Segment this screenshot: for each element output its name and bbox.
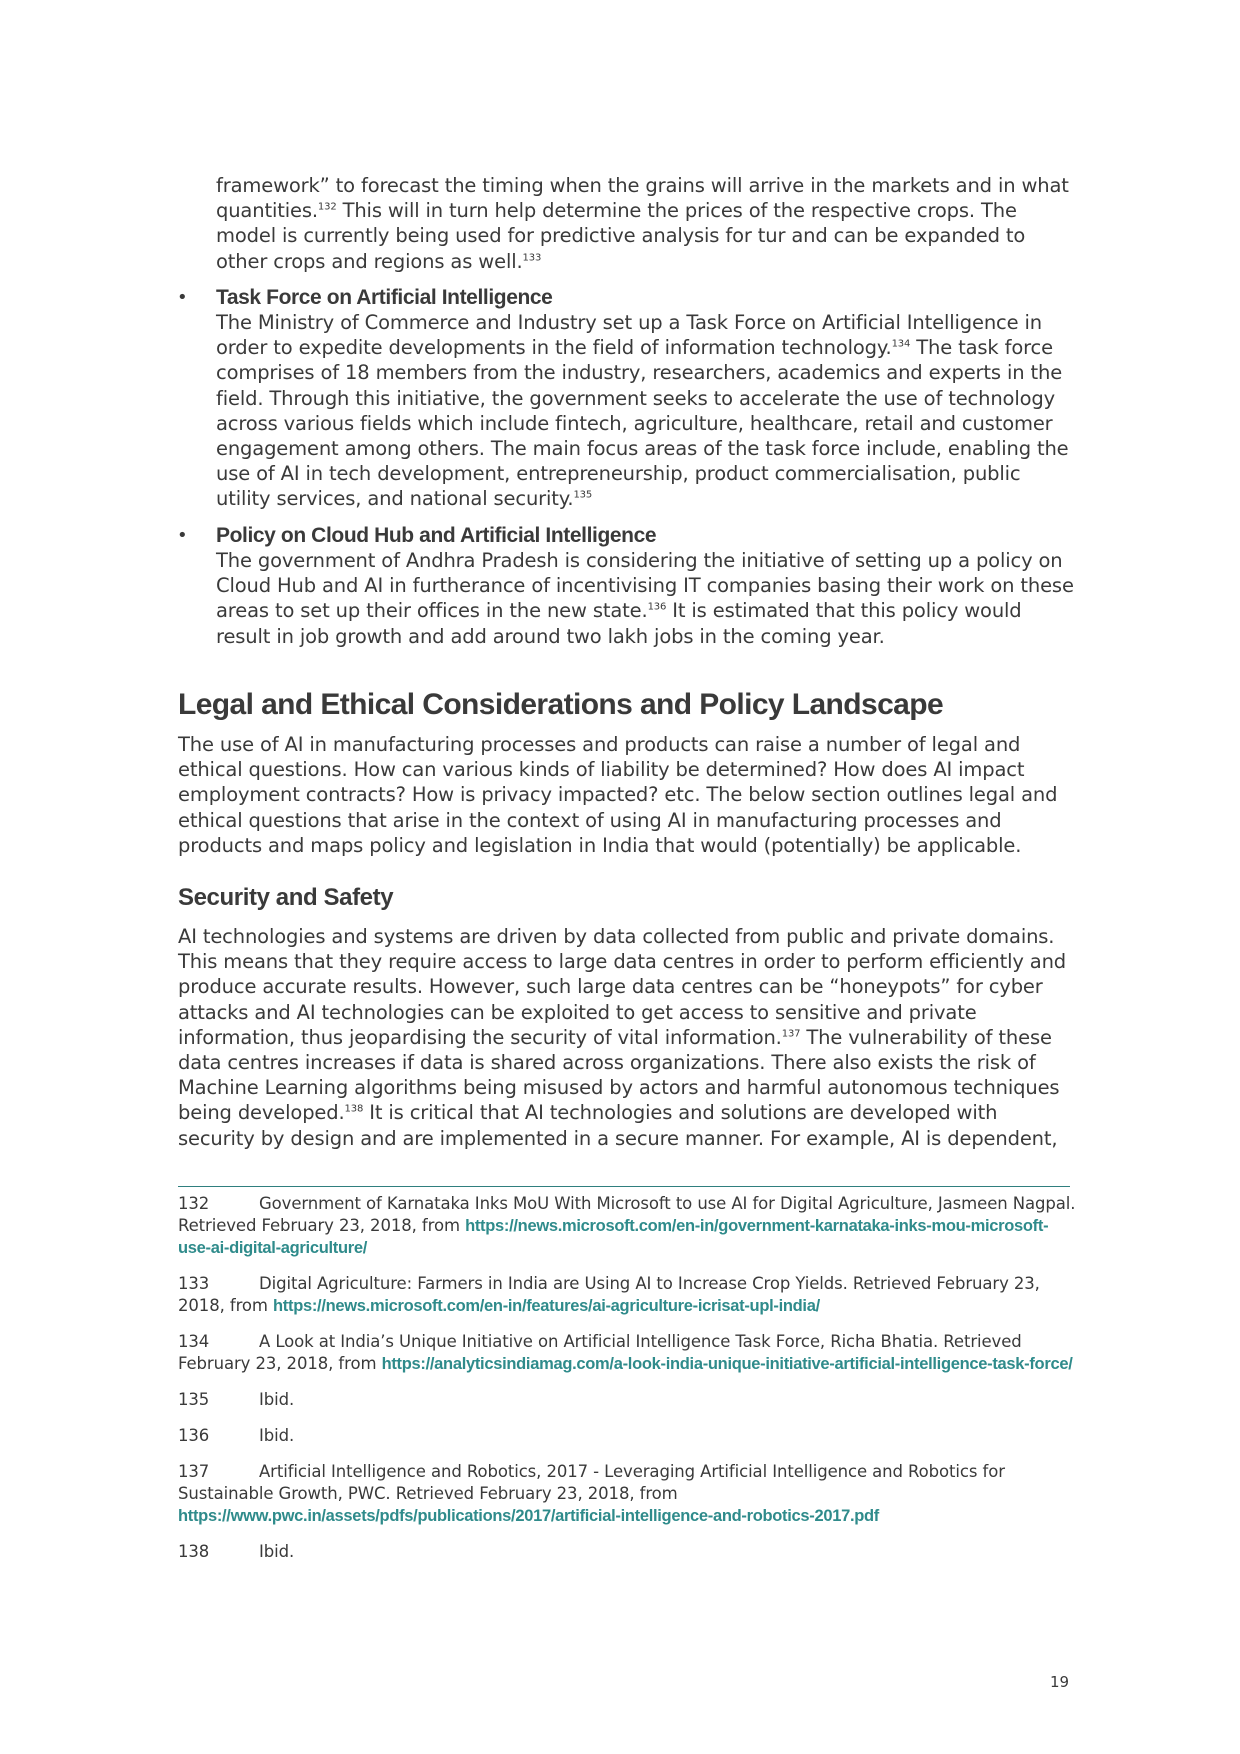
legal-intro-paragraph bbox=[178, 732, 1078, 858]
bullet-marker: • bbox=[177, 525, 188, 546]
footnote-number: 133 bbox=[178, 1274, 210, 1293]
footnote-number: 135 bbox=[178, 1390, 210, 1409]
legal-intro-text: The use of AI in manufacturing processes and products can raise a number of legal and ethical questions. How can various kinds of liability be determined? How does AI impact employment contracts? How is privacy impacted? etc. The below section outlines legal and ethical questions that arise in the context of using AI in manufacturing processes and products and maps policy and legislation in India that would (potentially) be applicable. bbox=[178, 733, 1058, 857]
footnote-ref-137[interactable]: 137 bbox=[781, 1028, 801, 1040]
security-paragraph bbox=[178, 924, 1078, 1151]
footnote-134 bbox=[178, 1331, 1078, 1375]
footnote-132 bbox=[178, 1193, 1078, 1259]
footnote-135 bbox=[178, 1389, 1078, 1411]
cloud-hub-text-1: The government of Andhra Pradesh is considering the initiative of setting up a policy on Cloud Hub and AI in furtherance of incentivising IT companies basing their work on these areas to set up their offices in the new state. bbox=[216, 549, 1074, 623]
bullet-marker: • bbox=[177, 287, 188, 308]
footnote-text: A Look at India’s Unique Initiative on Artificial Intelligence Task Force, Richa Bhatia. Retrieved February 23, 2018, from bbox=[178, 1332, 1022, 1373]
footnote-ref-138[interactable]: 138 bbox=[344, 1103, 364, 1115]
footnote-link[interactable]: https://news.microsoft.com/en-in/government-karnataka-inks-mou-microsoft-use-ai-digital-agriculture/ bbox=[178, 1217, 1049, 1257]
page-number: 19 bbox=[1050, 1673, 1070, 1691]
cloud-hub-text-2: It is estimated that this policy would result in job growth and add around two lakh jobs in the coming year. bbox=[216, 599, 1022, 648]
footnote-text: Digital Agriculture: Farmers in India are Using AI to Increase Crop Yields. Retrieved February 23, 2018, from bbox=[178, 1274, 1040, 1315]
footnote-ref-136[interactable]: 136 bbox=[647, 601, 667, 613]
footnote-136 bbox=[178, 1425, 1078, 1447]
security-text-1: AI technologies and systems are driven by data collected from public and private domains. This means that they require access to large data centres in order to perform efficiently and produce accurate results. However, such large data centres can be “honeypots” for cyber attacks and AI technologies can be exploited to get access to sensitive and private information, thus jeopardising the security of vital information. bbox=[178, 925, 1067, 1049]
footnote-link[interactable]: https://news.microsoft.com/en-in/features/ai-agriculture-icrisat-upl-india/ bbox=[273, 1297, 820, 1315]
footnote-number: 136 bbox=[178, 1426, 210, 1445]
task-force-text-1: The Ministry of Commerce and Industry set up a Task Force on Artificial Intelligence in order to expedite developments in the field of information technology. bbox=[216, 311, 1042, 360]
security-text-2: The vulnerability of these data centres increases if data is shared across organizations. There also exists the risk of Machine Learning algorithms being misused by actors and harmful autonomous techniques being developed. bbox=[178, 1025, 1060, 1125]
footnote-ref-133[interactable]: 133 bbox=[522, 252, 542, 264]
footnote-ref-134[interactable]: 134 bbox=[891, 338, 911, 350]
security-text-3: It is critical that AI technologies and solutions are developed with security by design and are implemented in a secure manner. For example, AI is dependent, bbox=[178, 1101, 1058, 1150]
footnote-link[interactable]: https://analyticsindiamag.com/a-look-india-unique-initiative-artificial-intelligence-task-force/ bbox=[381, 1355, 1073, 1373]
footnote-text: Government of Karnataka Inks MoU With Microsoft to use AI for Digital Agriculture, Jasmeen Nagpal. Retrieved February 23, 2018, from bbox=[178, 1194, 1076, 1235]
footnote-divider bbox=[178, 1186, 1070, 1187]
bullet-task-force bbox=[177, 285, 1076, 512]
footnote-text: Ibid. bbox=[259, 1426, 295, 1445]
intro-text-2: This will in turn help determine the prices of the respective crops. The model is currently being used for predictive analysis for tur and can be expanded to other crops and regions as well. bbox=[216, 199, 1026, 273]
footnote-number: 132 bbox=[178, 1194, 210, 1213]
subsection-heading-security: Security and Safety bbox=[178, 884, 394, 911]
footnote-137 bbox=[178, 1461, 1078, 1527]
footnote-link[interactable]: https://www.pwc.in/assets/pdfs/publications/2017/artificial-intelligence-and-robotics-2017.pdf bbox=[178, 1507, 879, 1525]
footnote-text: Ibid. bbox=[259, 1390, 295, 1409]
footnote-133 bbox=[178, 1273, 1078, 1317]
footnote-number: 138 bbox=[178, 1542, 210, 1561]
intro-text-1: framework” to forecast the timing when the grains will arrive in the markets and in what quantities. bbox=[216, 174, 1069, 223]
footnotes-list bbox=[178, 1193, 1078, 1577]
bullet-title-task-force: Task Force on Artificial Intelligence bbox=[216, 286, 553, 309]
intro-paragraph bbox=[216, 173, 1076, 274]
section-heading-legal: Legal and Ethical Considerations and Policy Landscape bbox=[178, 688, 944, 721]
footnote-number: 137 bbox=[178, 1462, 210, 1481]
footnote-ref-135[interactable]: 135 bbox=[573, 489, 593, 501]
footnote-number: 134 bbox=[178, 1332, 210, 1351]
footnote-text: Ibid. bbox=[259, 1542, 295, 1561]
footnote-text: Artificial Intelligence and Robotics, 2017 - Leveraging Artificial Intelligence and Robotics for Sustainable Growth, PWC. Retrieved February 23, 2018, from bbox=[178, 1462, 1005, 1503]
bullet-title-cloud-hub: Policy on Cloud Hub and Artificial Intelligence bbox=[216, 524, 657, 547]
task-force-text-2: The task force comprises of 18 members from the industry, researchers, academics and experts in the field. Through this initiative, the government seeks to accelerate the use of technology across various fields which include fintech, agriculture, healthcare, retail and customer engagement among others. The main focus areas of the task force include, enabling the use of AI in tech development, entrepreneurship, product commercialisation, public utility services, and national security. bbox=[216, 336, 1069, 511]
footnote-ref-132[interactable]: 132 bbox=[317, 201, 337, 213]
bullet-cloud-hub bbox=[177, 523, 1076, 649]
footnote-138 bbox=[178, 1541, 1078, 1563]
